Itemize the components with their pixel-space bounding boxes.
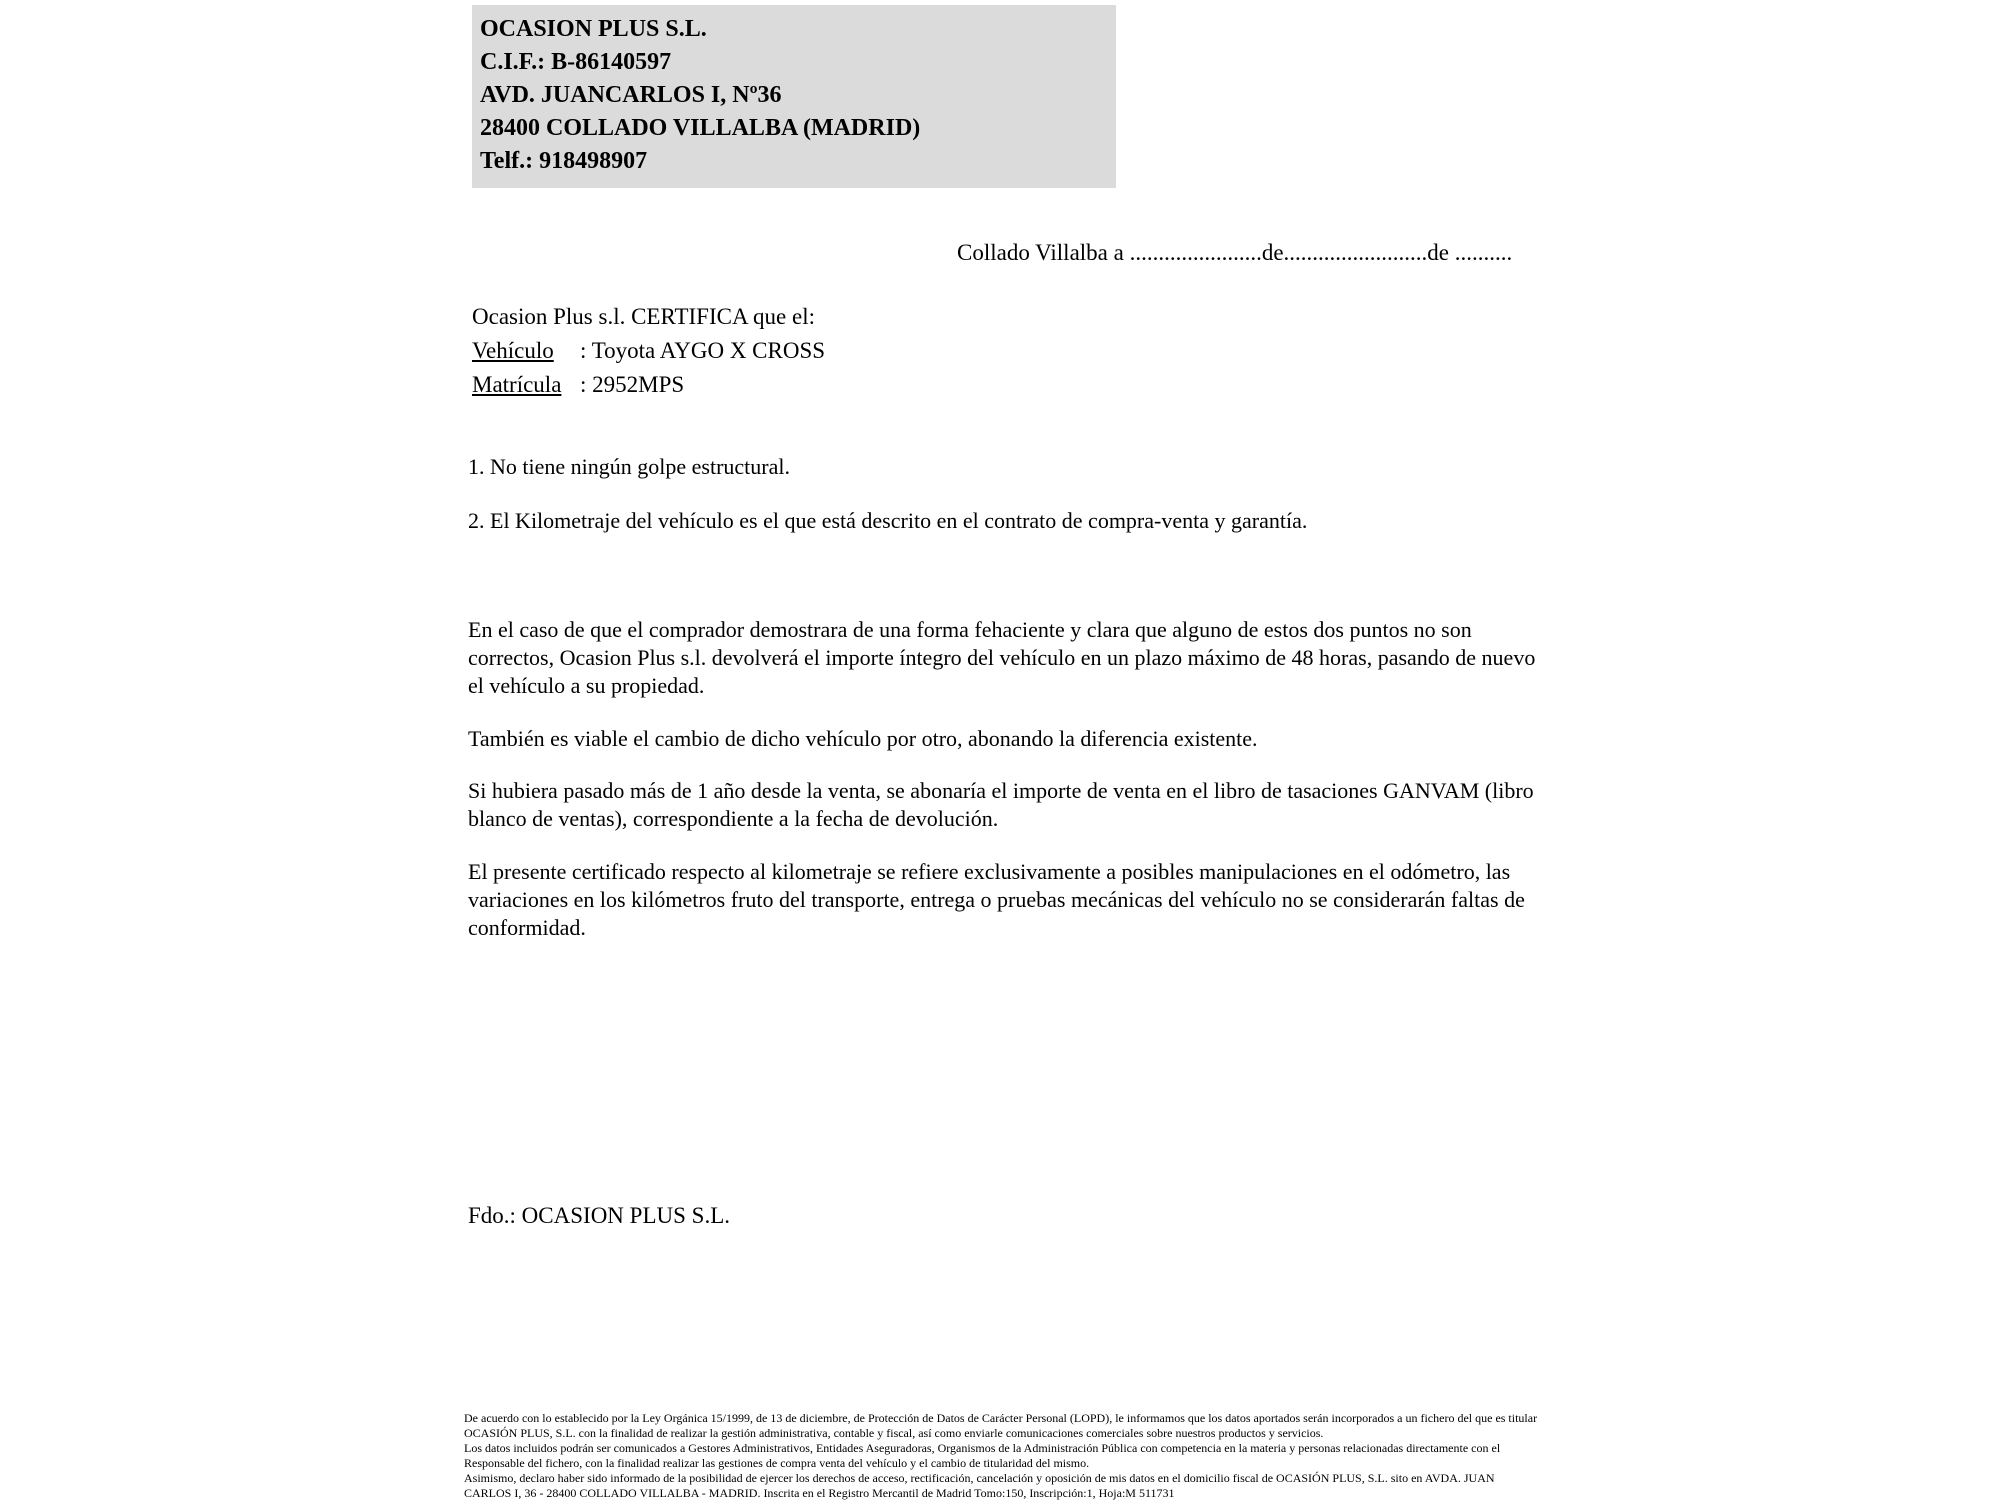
date-blank-line: Collado Villalba a .......................de.........................de .......... — [957, 240, 1513, 265]
legal-footer-line: Los datos incluidos podrán ser comunicados a Gestores Administrativos, Entidades Aseguradoras, Organismos de la Administración Pública con competencia en la materia y personas relacionadas directamente con el — [464, 1441, 1501, 1455]
legal-footer-line: OCASIÓN PLUS, S.L. con la finalidad de realizar la gestión administrativa, contable y fiscal, así como enviarle comunicaciones comerciales sobre nuestros productos y servicios. — [464, 1426, 1324, 1440]
company-address-city: 28400 COLLADO VILLALBA (MADRID) — [480, 115, 921, 141]
plate-field — [472, 368, 825, 402]
legal-footer — [464, 1411, 1604, 1500]
vehicle-value: : Toyota AYGO X CROSS — [580, 338, 826, 363]
company-name: OCASION PLUS S.L. — [480, 16, 707, 42]
legal-footer-line: Responsable del fichero, con la finalidad realizar las gestiones de compra venta del vehículo y el cambio de titularidad del mismo. — [464, 1456, 1090, 1470]
company-cif: C.I.F.: B-86140597 — [480, 49, 672, 75]
odometer-clause-paragraph: El presente certificado respecto al kilometraje se refiere exclusivamente a posibles manipulaciones en el odómetro, las variaciones en los kilómetros fruto del transporte, entrega o pruebas mecánicas del vehículo no se considerarán faltas de conformidad. — [468, 859, 1525, 940]
legal-footer-line: Asimismo, declaro haber sido informado de la posibilidad de ejercer los derechos de acceso, rectificación, cancelación y oposición de mis datos en el domicilio fiscal de OCASIÓN PLUS, S.L. sito en AVDA. JUAN — [464, 1471, 1495, 1485]
exchange-clause-paragraph: También es viable el cambio de dicho vehículo por otro, abonando la diferencia existente. — [468, 726, 1258, 751]
ganvam-clause-paragraph: Si hubiera pasado más de 1 año desde la venta, se abonaría el importe de venta en el libro de tasaciones GANVAM (libro blanco de ventas), correspondiente a la fecha de devolución. — [468, 778, 1534, 831]
company-header-box — [472, 5, 1116, 188]
signature-line: Fdo.: OCASION PLUS S.L. — [468, 1203, 730, 1228]
company-phone: Telf.: 918498907 — [480, 148, 648, 174]
certify-intro: Ocasion Plus s.l. CERTIFICA que el: — [472, 304, 815, 329]
company-address-street: AVD. JUANCARLOS I, Nº36 — [480, 82, 782, 108]
certified-point-1: 1. No tiene ningún golpe estructural. — [468, 454, 790, 479]
legal-footer-line: De acuerdo con lo establecido por la Ley Orgánica 15/1999, de 13 de diciembre, de Protección de Datos de Carácter Personal (LOPD), le informamos que los datos aportados serán incorporados a un fichero del que es titular — [464, 1411, 1538, 1425]
plate-value: : 2952MPS — [580, 372, 685, 397]
legal-footer-line: CARLOS I, 36 - 28400 COLLADO VILLALBA - MADRID. Inscrita en el Registro Mercantil de Madrid Tomo:150, Inscripción:1, Hoja:M 511731 — [464, 1486, 1175, 1500]
certified-point-2: 2. El Kilometraje del vehículo es el que está descrito en el contrato de compra-venta y garantía. — [468, 508, 1308, 533]
certification-block — [472, 300, 825, 402]
plate-label: Matrícula — [472, 372, 562, 397]
refund-clause-paragraph: En el caso de que el comprador demostrara de una forma fehaciente y clara que alguno de estos dos puntos no son correctos, Ocasion Plus s.l. devolverá el importe íntegro del vehículo en un plazo máximo de 48 horas, pasando de nuevo el vehículo a su propiedad. — [468, 617, 1536, 698]
vehicle-field — [472, 334, 825, 368]
vehicle-label: Vehículo — [472, 338, 554, 363]
